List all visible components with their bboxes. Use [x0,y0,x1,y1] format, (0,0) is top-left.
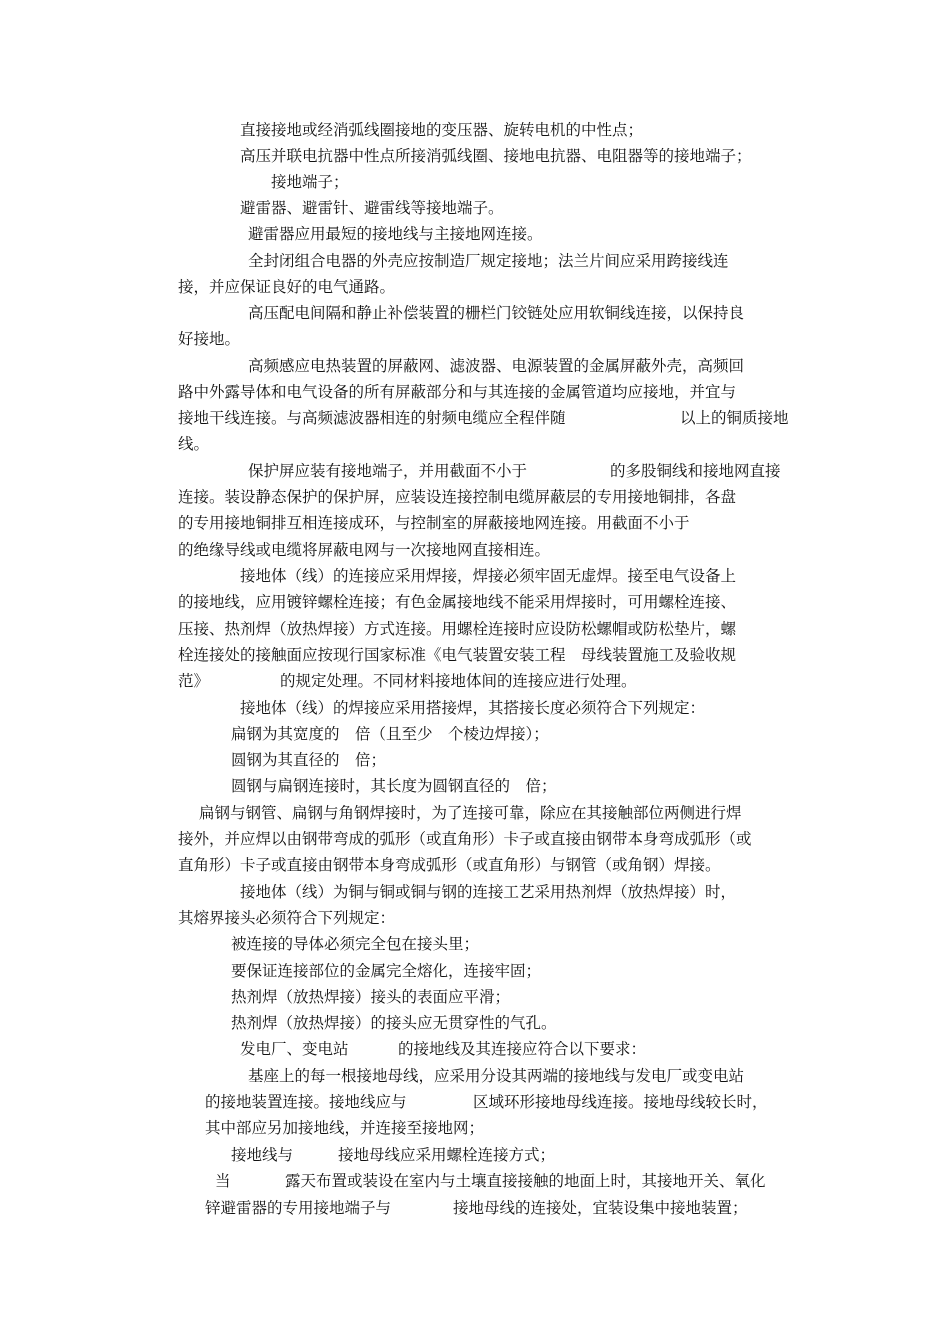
text-line: 路中外露导体和电气设备的所有屏蔽部分和与其连接的金属管道均应接地，并宜与 [178,383,737,401]
text-line: 接地端子； [271,173,349,191]
text-line: 接外，并应焊以由钢带弯成的弧形（或直角形）卡子或直接由钢带本身弯成弧形（或 [178,830,752,848]
text-line: 扁钢与钢管、扁钢与角钢焊接时，为了连接可靠，除应在其接触部位两侧进行焊 [199,804,742,822]
text-line: 接地体（线）的焊接应采用搭接焊，其搭接长度必须符合下列规定： [240,699,706,717]
text-line: 的专用接地铜排互相连接成环，与控制室的屏蔽接地网连接。用截面不小于 [178,514,690,532]
text-line: 圆钢与扁钢连接时，其长度为圆钢直径的 倍； [231,777,557,795]
text-line: 的接地线及其连接应符合以下要求： [398,1040,647,1058]
text-line: 的接地线，应用镀锌螺栓连接；有色金属接地线不能采用焊接时，可用螺栓连接、 [178,593,737,611]
text-line: 接，并应保证良好的电气通路。 [178,278,396,296]
text-line: 好接地。 [178,330,241,348]
text-line: 避雷器应用最短的接地线与主接地网连接。 [248,225,543,243]
text-line: 以上的铜质接地 [680,409,789,427]
text-line: 直接接地或经消弧线圈接地的变压器、旋转电机的中性点； [240,121,644,139]
text-line: 当 [215,1172,231,1190]
text-line: 接地体（线）的连接应采用焊接，焊接必须牢固无虚焊。接至电气设备上 [240,567,737,585]
text-line: 热剂焊（放热焊接）接头的表面应平滑； [231,988,511,1006]
text-line: 连接。装设静态保护的保护屏，应装设连接控制电缆屏蔽层的专用接地铜排，各盘 [178,488,737,506]
text-line: 高频感应电热装置的屏蔽网、滤波器、电源装置的金属屏蔽外壳，高频回 [248,357,745,375]
text-line: 接地体（线）为铜与铜或铜与钢的连接工艺采用热剂焊（放热焊接）时， [240,883,737,901]
text-line: 接地干线连接。与高频滤波器相连的射频电缆应全程伴随 [178,409,566,427]
text-line: 接地母线的连接处，宜装设集中接地装置； [453,1199,748,1217]
text-line: 基座上的每一根接地母线，应采用分设其两端的接地线与发电厂或变电站 [248,1067,745,1085]
text-line: 直角形）卡子或直接由钢带本身弯成弧形（或直角形）与钢管（或角钢）焊接。 [178,856,721,874]
text-line: 的规定处理。不同材料接地体间的连接应进行处理。 [280,672,637,690]
text-line: 接地线与 [231,1146,294,1164]
text-line: 压接、热剂焊（放热焊接）方式连接。用螺栓连接时应设防松螺帽或防松垫片，螺 [178,620,737,638]
text-line: 范》 [178,672,210,690]
text-line: 要保证连接部位的金属完全熔化，连接牢固； [231,962,542,980]
text-line: 栓连接处的接触面应按现行国家标准《电气装置安装工程 母线装置施工及验收规 [178,646,737,664]
text-line: 其熔界接头必须符合下列规定： [178,909,396,927]
text-line: 的多股铜线和接地网直接 [610,462,781,480]
text-line: 高压并联电抗器中性点所接消弧线圈、接地电抗器、电阻器等的接地端子； [240,147,752,165]
text-line: 避雷器、避雷针、避雷线等接地端子。 [240,199,504,217]
text-line: 线。 [178,435,210,453]
text-line: 高压配电间隔和静止补偿装置的栅栏门铰链处应用软铜线连接，以保持良 [248,304,745,322]
text-line: 热剂焊（放热焊接）的接头应无贯穿性的气孔。 [231,1014,557,1032]
text-line: 圆钢为其直径的 倍； [231,751,387,769]
text-line: 接地母线应采用螺栓连接方式； [338,1146,556,1164]
text-line: 的接地装置连接。接地线应与 [205,1093,407,1111]
text-line: 扁钢为其宽度的 倍（且至少 个棱边焊接）； [231,725,549,743]
text-line: 的绝缘导线或电缆将屏蔽电网与一次接地网直接相连。 [178,541,551,559]
text-line: 全封闭组合电器的外壳应按制造厂规定接地；法兰片间应采用跨接线连 [248,252,729,270]
text-line: 发电厂、变电站 [240,1040,349,1058]
text-line: 露天布置或装设在室内与土壤直接接触的地面上时，其接地开关、氧化 [285,1172,766,1190]
text-line: 保护屏应装有接地端子，并用截面不小于 [248,462,528,480]
text-line: 其中部应另加接地线，并连接至接地网； [205,1119,485,1137]
text-line: 锌避雷器的专用接地端子与 [205,1199,392,1217]
text-line: 被连接的导体必须完全包在接头里； [231,935,480,953]
text-line: 区域环形接地母线连接。接地母线较长时， [473,1093,768,1111]
